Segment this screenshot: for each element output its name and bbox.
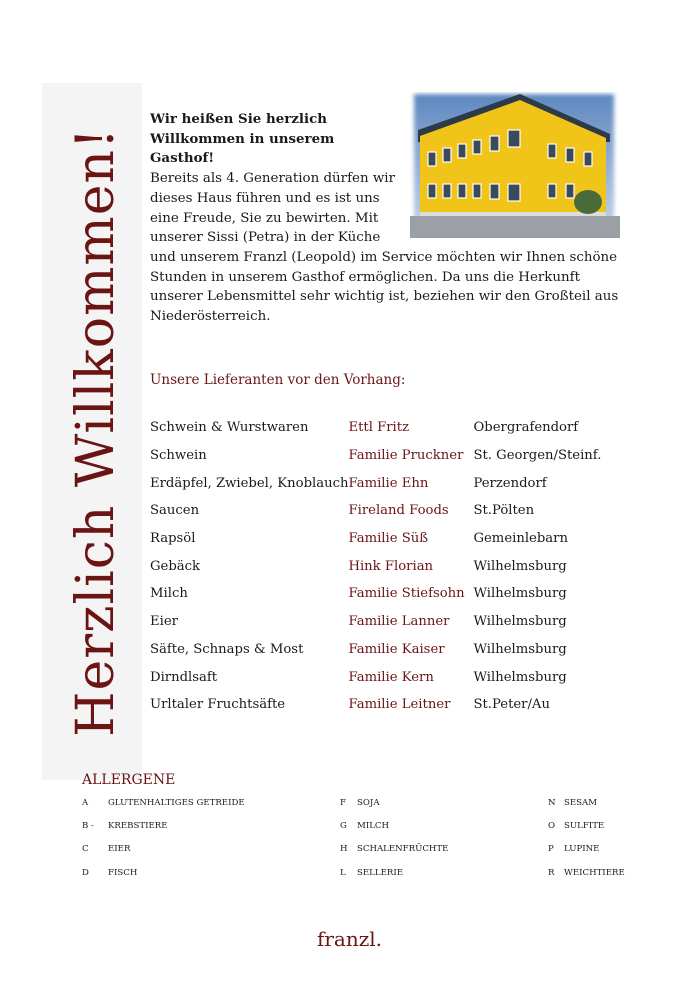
supplier-place: St.Pölten: [473, 503, 535, 519]
supplier-place: Perzendorf: [473, 475, 547, 491]
supplier-place: Wilhelmsburg: [473, 669, 567, 685]
allergen-item: [82, 844, 130, 854]
supplier-product: Schwein: [150, 448, 207, 464]
allergen-code: H: [340, 844, 348, 855]
supplier-product: Gebäck: [150, 558, 201, 574]
supplier-product: Urltaler Fruchtsäfte: [150, 697, 286, 713]
supplier-row: [150, 497, 613, 525]
allergen-name: WEICHTIERE: [564, 867, 625, 878]
supplier-product: Erdäpfel, Zwiebel, Knoblauch: [150, 475, 349, 491]
intro-text: [150, 110, 620, 327]
allergen-item: [548, 821, 604, 831]
supplier-place: Wilhelmsburg: [473, 614, 567, 630]
allergen-code: P: [548, 844, 554, 855]
supplier-row: [150, 525, 613, 553]
supplier-place: St.Peter/Au: [473, 697, 550, 713]
allergen-item: [340, 821, 389, 831]
supplier-product: Milch: [150, 586, 188, 602]
allergen-code: N: [548, 798, 556, 808]
supplier-row: [150, 608, 613, 636]
supplier-name: Fireland Foods: [348, 503, 449, 519]
intro-heading-line1: Wir heißen Sie herzlich: [150, 111, 327, 127]
allergen-code: L: [340, 867, 346, 878]
allergen-code: F: [340, 798, 346, 808]
supplier-product: Rapsöl: [150, 531, 196, 547]
allergen-item: [340, 798, 380, 808]
allergen-name: KREBSTIERE: [108, 821, 168, 832]
allergen-name: EIER: [108, 844, 131, 855]
supplier-place: Wilhelmsburg: [473, 558, 567, 574]
allergen-code: B -: [82, 821, 94, 832]
allergen-item: [82, 798, 245, 808]
allergen-name: SELLERIE: [357, 867, 403, 878]
supplier-row: [150, 691, 613, 719]
supplier-place: Wilhelmsburg: [473, 641, 567, 657]
supplier-name: Ettl Fritz: [348, 420, 410, 436]
supplier-row: [150, 636, 613, 664]
supplier-name: Familie Kaiser: [348, 641, 445, 657]
allergen-item: [340, 844, 448, 854]
allergen-name: GLUTENHALTIGES GETREIDE: [108, 798, 245, 808]
supplier-product: Säfte, Schnaps & Most: [150, 641, 304, 657]
supplier-name: Hink Florian: [348, 558, 434, 574]
allergen-item: [548, 868, 625, 878]
suppliers-table: [150, 414, 613, 719]
supplier-name: Familie Süß: [348, 531, 429, 547]
supplier-row: [150, 414, 613, 442]
suppliers-title: Unsere Lieferanten vor den Vorhang:: [150, 372, 406, 388]
footer-signature: franzl.: [316, 927, 383, 951]
allergen-name: SESAM: [564, 798, 598, 808]
supplier-product: Saucen: [150, 503, 200, 519]
supplier-place: Wilhelmsburg: [473, 586, 567, 602]
allergen-code: G: [340, 821, 347, 832]
supplier-product: Schwein & Wurstwaren: [150, 420, 309, 436]
allergen-item: [548, 798, 597, 808]
allergen-code: C: [82, 844, 89, 855]
intro-body: Bereits als 4. Generation dürfen wir dieses Haus führen und es ist uns eine Freude, Sie zu bewirten. Mit unserer Sissi (Petra) in der Küche und unserem Franzl (Leopold) im Service möchten wir Ihnen schöne Stunden in unserem Gasthof ermöglichen. Da uns die Herkunft unserer Lebensmittel sehr wichtig ist, beziehen wir den Großteil aus Niederösterreich.: [150, 171, 619, 325]
allergen-name: LUPINE: [564, 844, 600, 855]
supplier-place: St. Georgen/Steinf.: [473, 448, 602, 464]
allergen-name: MILCH: [357, 821, 389, 832]
allergen-code: D: [82, 867, 89, 878]
supplier-row: [150, 469, 613, 497]
supplier-product: Dirndlsaft: [150, 669, 218, 685]
supplier-row: [150, 663, 613, 691]
supplier-name: Familie Stiefsohn: [348, 586, 465, 602]
allergen-item: [82, 821, 168, 831]
allergen-name: SOJA: [357, 798, 380, 808]
allergen-code: R: [548, 867, 555, 878]
allergen-item: [82, 868, 137, 878]
supplier-name: Familie Leitner: [348, 697, 451, 713]
supplier-place: Gemeinlebarn: [473, 531, 568, 547]
allergen-code: A: [82, 798, 89, 808]
supplier-row: [150, 552, 613, 580]
allergen-code: O: [548, 821, 556, 832]
allergen-name: SULFITE: [564, 821, 605, 832]
supplier-name: Familie Pruckner: [348, 448, 464, 464]
gasthof-photo: [410, 92, 620, 238]
allergens-title: ALLERGENE: [82, 772, 176, 788]
supplier-place: Obergrafendorf: [473, 420, 579, 436]
allergen-item: [548, 844, 599, 854]
supplier-row: [150, 442, 613, 470]
allergen-name: SCHALENFRÜCHTE: [357, 844, 449, 855]
allergen-name: FISCH: [108, 867, 138, 878]
supplier-name: Familie Ehn: [348, 475, 429, 491]
intro-heading-line2: Willkommen in unserem Gasthof!: [150, 130, 335, 167]
allergen-item: [340, 868, 403, 878]
supplier-row: [150, 580, 613, 608]
supplier-name: Familie Kern: [348, 669, 434, 685]
supplier-product: Eier: [150, 614, 178, 630]
side-title: Herzlich Willkommen!: [66, 127, 126, 737]
supplier-name: Familie Lanner: [348, 614, 450, 630]
